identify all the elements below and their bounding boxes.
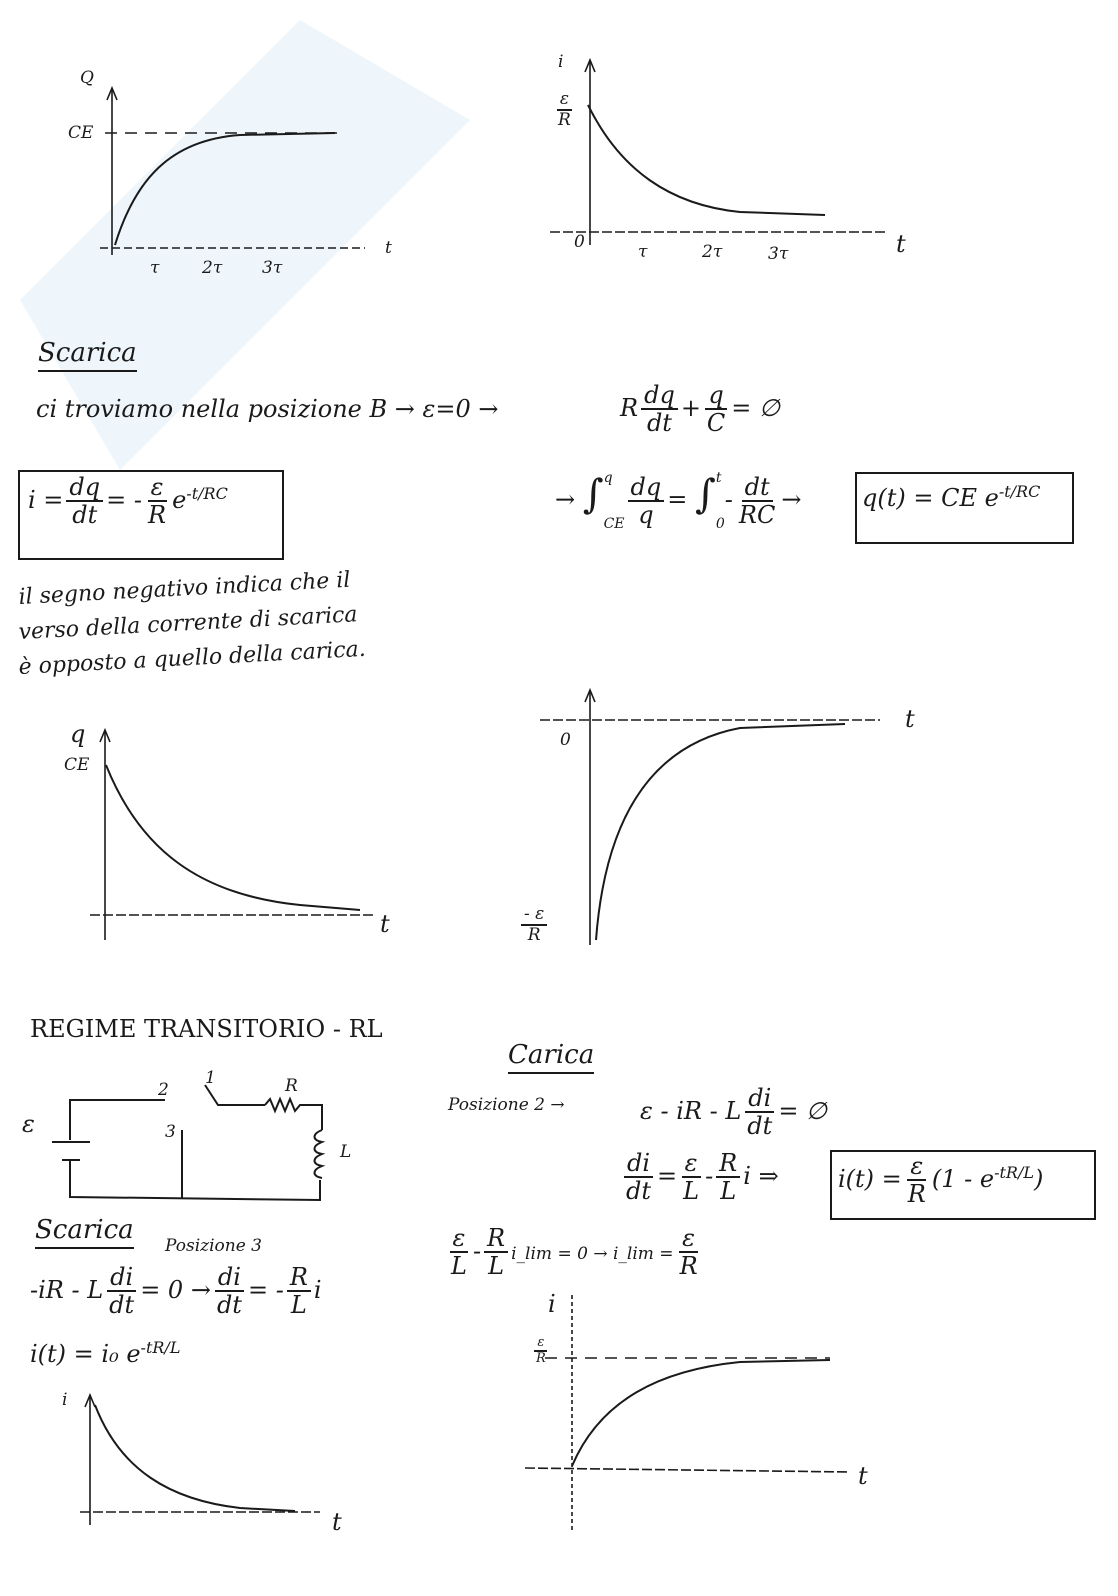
min-den: R — [527, 924, 541, 945]
tick-label: τ — [150, 258, 160, 278]
graph-discharge-i-x-label: t — [905, 705, 915, 733]
graph-rl-discharge-y-label: i — [62, 1390, 68, 1410]
circuit-pos1: 1 — [205, 1068, 216, 1088]
graph-rl-charge-x-label: t — [858, 1462, 868, 1490]
carica-line1: Posizione 2 → — [448, 1095, 565, 1115]
note-line: il segno negativo indica che il — [18, 567, 351, 610]
graph-charge-q-x-label: t — [385, 238, 392, 258]
tick-label: 3τ — [262, 258, 283, 278]
origin-label: 0 — [574, 232, 585, 252]
asym-num: ε — [534, 1336, 547, 1352]
tick-label: 3τ — [768, 244, 789, 264]
graph-discharge-q-y-label: q — [70, 720, 86, 748]
scarica-line1: ci troviamo nella posizione B → ε=0 → — [36, 395, 499, 423]
rl-current-formula: i(t) = $\frac{\varepsilon}{R}$ $(1 - e^{-tR/L})$ — [838, 1152, 1044, 1209]
carica-eq1: ε - iR - L $\frac{di}{dt}$ = ∅ — [640, 1084, 827, 1141]
tick-label: 2τ — [702, 242, 723, 262]
carica-eq3: $\frac{\varepsilon}{L}$ - $\frac{R}{L}$ i_lim = 0 → i_lim = $\frac{\varepsilon}{R}$ — [451, 1224, 698, 1281]
start-num: ε — [557, 90, 572, 111]
graph-charge-q-axes — [100, 88, 365, 255]
carica-heading: Carica — [508, 1040, 594, 1074]
rl-heading: REGIME TRANSITORIO - RL — [30, 1015, 383, 1043]
graph-charge-i-y-label: i — [558, 52, 564, 72]
tick-label: τ — [638, 242, 648, 262]
start-den: R — [558, 109, 571, 130]
rl-scarica-heading: Scarica — [35, 1215, 134, 1249]
graph-rl-charge-curve — [572, 1360, 830, 1466]
circuit-emf: ε — [22, 1110, 35, 1138]
graph-rl-discharge-curve — [95, 1405, 295, 1511]
graph-discharge-i-axes — [540, 690, 880, 945]
graph-discharge-q-start: CE — [64, 755, 90, 775]
graph-charge-q-asymptote: CE — [68, 123, 94, 143]
graph-rl-discharge-axes — [80, 1395, 320, 1525]
graph-rl-charge-axes — [525, 1295, 850, 1530]
circuit-pos2: 2 — [158, 1080, 169, 1100]
graph-discharge-q-x-label: t — [380, 910, 390, 938]
rl-scarica-eq1: -iR - L $\frac{di}{dt}$ = 0 → $\frac{di}{dt}$ = - $\frac{R}{L}$ i — [30, 1263, 322, 1320]
scarica-heading: Scarica — [38, 338, 137, 372]
graph-discharge-i-zero: 0 — [560, 730, 571, 750]
graph-charge-q-curve — [115, 133, 335, 245]
graph-charge-i-curve — [588, 105, 825, 215]
note-line: è opposto a quello della carica. — [18, 636, 367, 680]
circuit-inductor: L — [340, 1142, 352, 1162]
graph-charge-q-y-label: Q — [80, 68, 94, 88]
graph-charge-i-x-label: t — [896, 230, 906, 258]
note-line: verso della corrente di scarica — [18, 602, 359, 645]
tick-label: 2τ — [202, 258, 223, 278]
graph-rl-discharge-x-label: t — [332, 1508, 342, 1536]
current-formula: i = $\frac{dq}{dt}$ = - $\frac{\varepsilon}{R}$ $e^{-t/RC}$ — [28, 473, 228, 530]
circuit-resistor: R — [285, 1076, 298, 1096]
rl-scarica-position: Posizione 3 — [165, 1236, 263, 1256]
min-num: - ε — [521, 905, 547, 926]
graph-rl-charge-y-label: i — [548, 1290, 556, 1318]
rl-scarica-eq2: i(t) = i₀ $e^{-tR/L}$ — [30, 1338, 181, 1368]
graph-discharge-q-curve — [106, 765, 360, 910]
rl-circuit — [52, 1085, 322, 1200]
scarica-equation: R $\frac{dq}{dt}$ + $\frac{q}{C}$ = ∅ — [620, 381, 780, 438]
carica-eq2: $\frac{di}{dt}$ = $\frac{\varepsilon}{L}$ - $\frac{R}{L}$ i ⇒ — [620, 1150, 779, 1205]
charge-formula: q(t) = CE $e^{-t/RC}$ — [862, 482, 1041, 512]
circuit-pos3: 3 — [165, 1122, 176, 1142]
integral-equation: → ∫ q CE $\frac{dq}{q}$ = ∫ t 0 - $\frac{dt}{RC}$ → — [555, 470, 802, 532]
graph-discharge-i-curve — [596, 724, 845, 940]
asym-den: R — [536, 1351, 546, 1367]
graph-charge-i-axes — [550, 60, 885, 245]
